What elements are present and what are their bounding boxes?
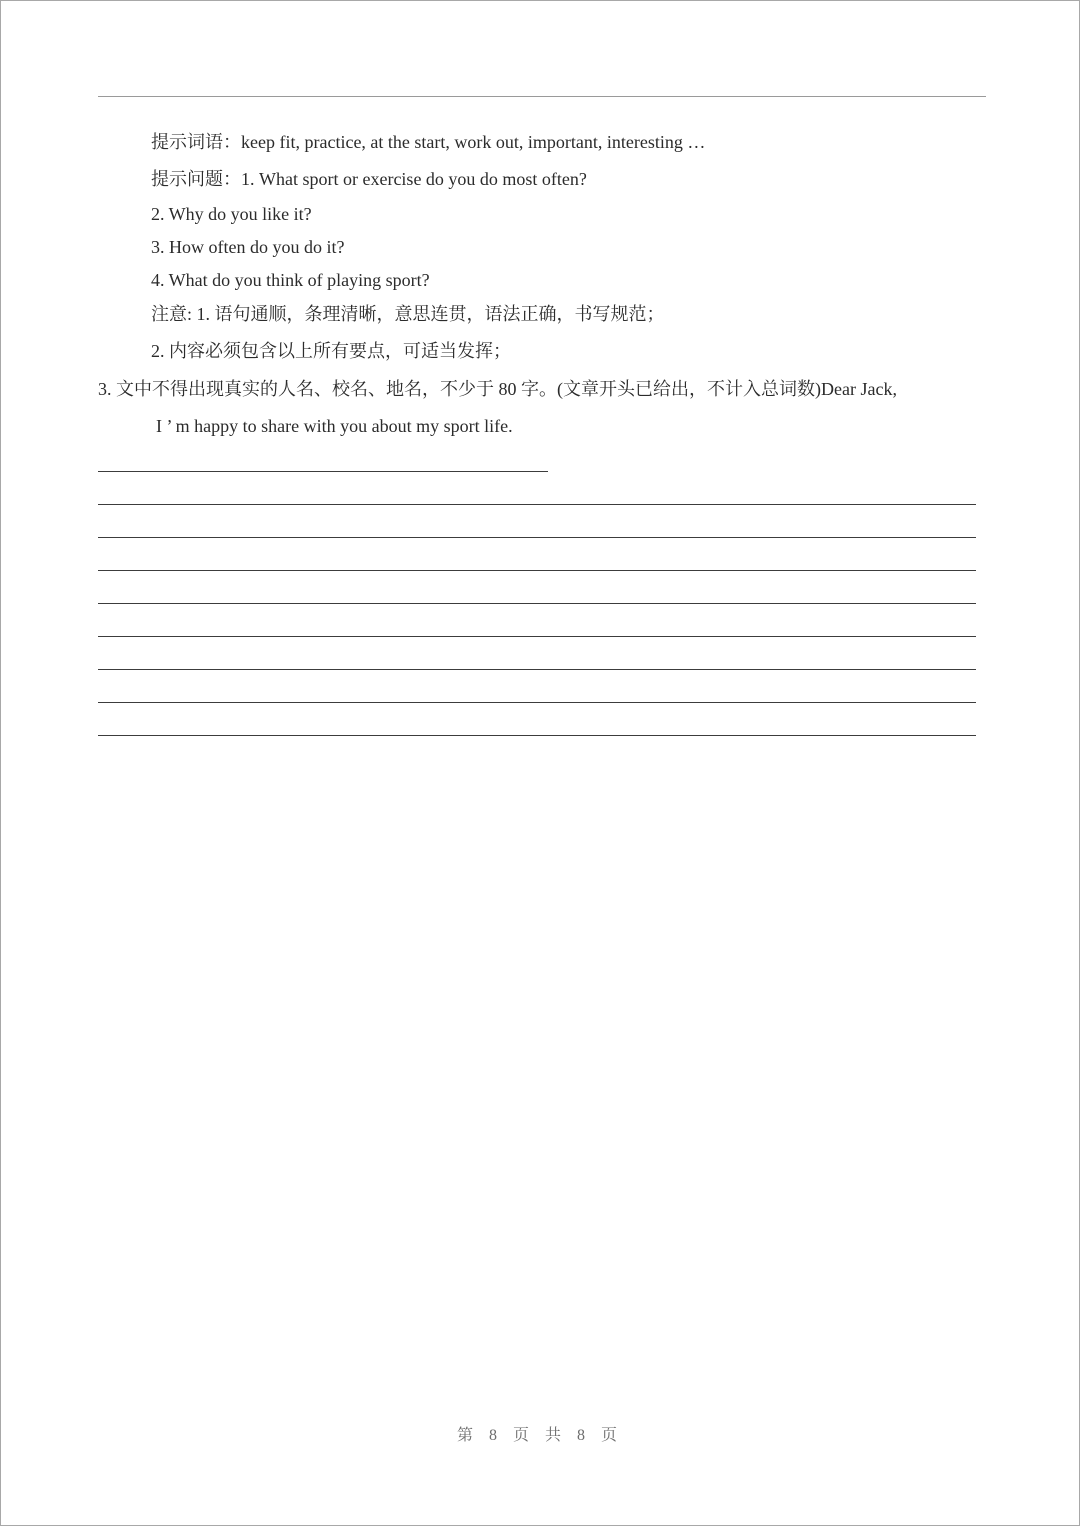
hint-question-1: 提示问题：1. What sport or exercise do you do most often? bbox=[151, 169, 587, 189]
note-1: 注意: 1. 语句通顺，条理清晰，意思连贯，语法正确，书写规范； bbox=[151, 304, 665, 324]
answer-line[interactable] bbox=[98, 570, 976, 571]
page-indicator: 第 8 页 共 8 页 bbox=[456, 1427, 623, 1444]
hint-question-2: 2. Why do you like it? bbox=[151, 204, 312, 224]
answer-line[interactable] bbox=[98, 537, 976, 538]
answer-line[interactable] bbox=[98, 702, 976, 703]
answer-line[interactable] bbox=[98, 636, 976, 637]
answer-line[interactable] bbox=[98, 603, 976, 604]
answer-line[interactable] bbox=[98, 504, 976, 505]
answer-line[interactable] bbox=[98, 669, 976, 670]
header-rule bbox=[98, 96, 986, 97]
answer-line[interactable] bbox=[98, 735, 976, 736]
note-2: 2. 内容必须包含以上所有要点，可适当发挥； bbox=[151, 341, 511, 361]
note-3: 3. 文中不得出现真实的人名、校名、地名，不少于 80 字。(文章开头已给出，不计入总词数)Dear Jack, bbox=[98, 379, 897, 399]
hint-words: 提示词语：keep fit, practice, at the start, work out, important, interesting … bbox=[151, 132, 706, 152]
hint-question-4: 4. What do you think of playing sport? bbox=[151, 270, 430, 290]
answer-line[interactable] bbox=[98, 471, 548, 472]
letter-opening: I ’ m happy to share with you about my sport life. bbox=[156, 416, 513, 436]
hint-question-3: 3. How often do you do it? bbox=[151, 237, 345, 257]
